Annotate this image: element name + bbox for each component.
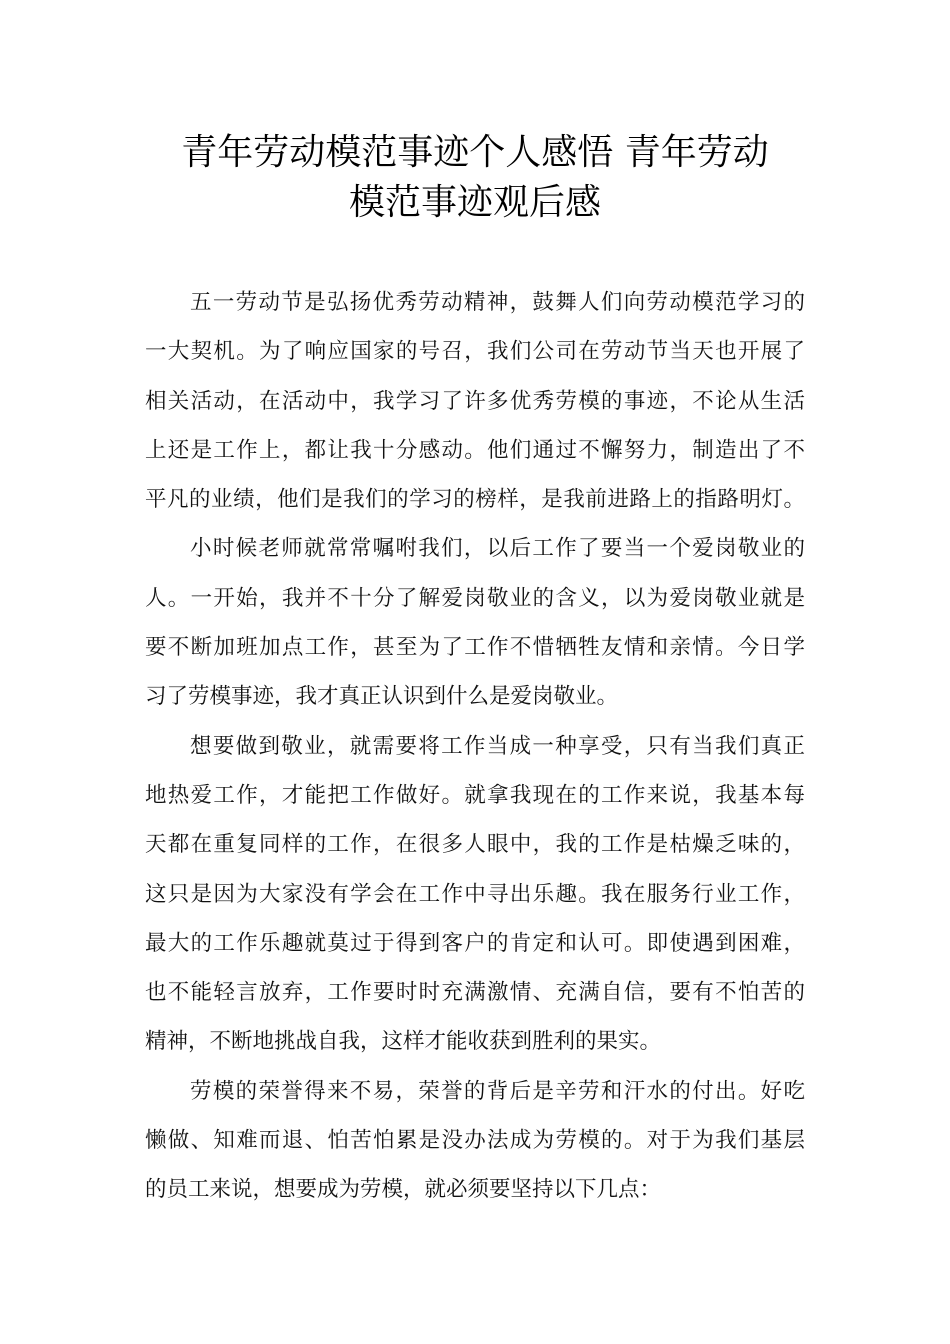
paragraph-line: 天都在重复同样的工作，在很多人眼中，我的工作是枯燥乏味的， xyxy=(145,832,805,858)
paragraph-line: 小时候老师就常常嘱咐我们，以后工作了要当一个爱岗敬业的 xyxy=(190,536,805,562)
paragraph-line: 平凡的业绩，他们是我们的学习的榜样，是我前进路上的指路明灯。 xyxy=(145,487,805,513)
title-line: 模范事迹观后感 xyxy=(348,182,601,223)
paragraph-line: 人。一开始，我并不十分了解爱岗敬业的含义，以为爱岗敬业就是 xyxy=(145,585,805,611)
document-title xyxy=(120,128,830,228)
paragraph-line: 劳模的荣誉得来不易，荣誉的背后是辛劳和汗水的付出。好吃 xyxy=(190,1078,805,1104)
paragraph xyxy=(145,278,805,524)
paragraph xyxy=(145,1067,805,1215)
paragraph-line: 上还是工作上，都让我十分感动。他们通过不懈努力，制造出了不 xyxy=(145,437,805,463)
paragraph-line: 相关活动，在活动中，我学习了许多优秀劳模的事迹，不论从生活 xyxy=(145,388,805,414)
paragraph-line: 想要做到敬业，就需要将工作当成一种享受，只有当我们真正 xyxy=(190,733,805,759)
paragraph-line: 地热爱工作，才能把工作做好。就拿我现在的工作来说，我基本每 xyxy=(145,782,805,808)
paragraph-line: 这只是因为大家没有学会在工作中寻出乐趣。我在服务行业工作， xyxy=(145,881,805,907)
document-body xyxy=(145,278,805,1215)
paragraph-line: 一大契机。为了响应国家的号召，我们公司在劳动节当天也开展了 xyxy=(145,339,805,365)
paragraph-line: 五一劳动节是弘扬优秀劳动精神，鼓舞人们向劳动模范学习的 xyxy=(190,290,805,315)
title-line: 青年劳动模范事迹个人感悟 青年劳动 xyxy=(181,132,769,173)
paragraph xyxy=(145,524,805,721)
paragraph-line: 习了劳模事迹，我才真正认识到什么是爱岗敬业。 xyxy=(145,684,619,710)
paragraph-line: 精神，不断地挑战自我，这样才能收获到胜利的果实。 xyxy=(145,1029,662,1055)
paragraph-line: 最大的工作乐趣就莫过于得到客户的肯定和认可。即使遇到困难， xyxy=(145,930,805,956)
paragraph-line: 懒做、知难而退、怕苦怕累是没办法成为劳模的。对于为我们基层 xyxy=(145,1128,805,1154)
paragraph xyxy=(145,722,805,1067)
paragraph-line: 要不断加班加点工作，甚至为了工作不惜牺牲友情和亲情。今日学 xyxy=(145,635,805,661)
paragraph-line: 也不能轻言放弃，工作要时时充满激情、充满自信，要有不怕苦的 xyxy=(145,980,805,1006)
paragraph-line: 的员工来说，想要成为劳模，就必须要坚持以下几点： xyxy=(145,1177,662,1203)
